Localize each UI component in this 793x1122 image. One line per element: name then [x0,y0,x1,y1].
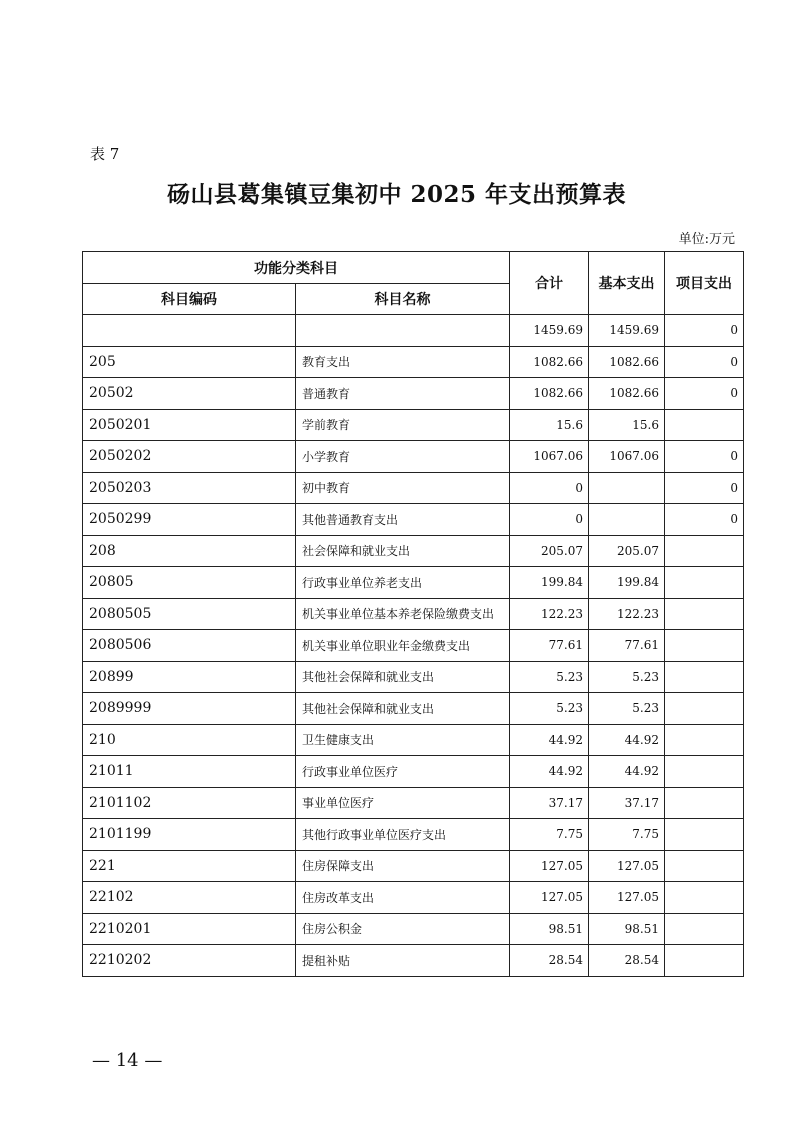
cell-project [665,787,744,819]
cell-code: 21011 [83,756,296,788]
table-row [83,787,744,819]
cell-project [665,819,744,851]
cell-code: 2089999 [83,693,296,725]
cell-project [665,630,744,662]
cell-project [665,661,744,693]
cell-name: 学前教育 [296,409,510,441]
cell-basic: 1067.06 [589,441,665,473]
cell-total: 1082.66 [510,378,589,410]
cell-project [665,850,744,882]
cell-code: 2050203 [83,472,296,504]
cell-basic [589,472,665,504]
cell-project [665,598,744,630]
table-row [83,850,744,882]
cell-project [665,882,744,914]
cell-name: 住房保障支出 [296,850,510,882]
cell-project: 0 [665,472,744,504]
cell-total: 0 [510,472,589,504]
cell-total: 5.23 [510,693,589,725]
cell-project: 0 [665,504,744,536]
cell-name: 教育支出 [296,346,510,378]
table-row [83,661,744,693]
cell-total: 28.54 [510,945,589,977]
cell-name: 提租补贴 [296,945,510,977]
cell-code: 208 [83,535,296,567]
cell-project: 0 [665,441,744,473]
cell-code: 2050299 [83,504,296,536]
cell-total: 1082.66 [510,346,589,378]
cell-project [665,535,744,567]
cell-basic: 5.23 [589,661,665,693]
header-function-category: 功能分类科目 [83,252,510,284]
cell-basic [589,504,665,536]
cell-project [665,913,744,945]
table-row [83,630,744,662]
cell-basic: 37.17 [589,787,665,819]
cell-name: 其他普通教育支出 [296,504,510,536]
table-row [83,913,744,945]
table-row [83,441,744,473]
cell-total: 5.23 [510,661,589,693]
table-row [83,472,744,504]
cell-basic: 28.54 [589,945,665,977]
cell-basic: 122.23 [589,598,665,630]
unit-label: 单位:万元 [678,232,735,247]
cell-code: 2101102 [83,787,296,819]
cell-total: 37.17 [510,787,589,819]
cell-basic: 77.61 [589,630,665,662]
table-row [83,567,744,599]
cell-project [665,567,744,599]
table-row [83,693,744,725]
cell-total: 77.61 [510,630,589,662]
cell-name: 行政事业单位养老支出 [296,567,510,599]
header-name: 科目名称 [296,284,510,315]
cell-name: 事业单位医疗 [296,787,510,819]
cell-total: 15.6 [510,409,589,441]
cell-basic: 1459.69 [589,315,665,347]
cell-basic: 127.05 [589,850,665,882]
cell-name: 小学教育 [296,441,510,473]
table-row [83,882,744,914]
cell-code: 221 [83,850,296,882]
table-body [83,315,744,977]
cell-code: 205 [83,346,296,378]
page-title: 砀山县葛集镇豆集初中 2025 年支出预算表 [166,181,627,208]
cell-name: 其他社会保障和就业支出 [296,661,510,693]
cell-project [665,693,744,725]
cell-basic: 44.92 [589,724,665,756]
table-row [83,756,744,788]
cell-code: 22102 [83,882,296,914]
table-row [83,535,744,567]
cell-name: 住房改革支出 [296,882,510,914]
cell-code: 20502 [83,378,296,410]
cell-name: 行政事业单位医疗 [296,756,510,788]
cell-name: 其他行政事业单位医疗支出 [296,819,510,851]
header-code: 科目编码 [83,284,296,315]
cell-basic: 1082.66 [589,346,665,378]
table-row [83,378,744,410]
table-row [83,346,744,378]
cell-total: 0 [510,504,589,536]
cell-name: 住房公积金 [296,913,510,945]
cell-code: 2050202 [83,441,296,473]
budget-table [82,251,744,977]
cell-code [83,315,296,347]
cell-name: 普通教育 [296,378,510,410]
cell-project: 0 [665,378,744,410]
cell-basic: 205.07 [589,535,665,567]
header-total: 合计 [510,252,589,315]
table-row [83,724,744,756]
cell-name [296,315,510,347]
page-number: — 14 — [92,1050,163,1071]
table-label: 表 7 [90,145,120,163]
cell-project [665,724,744,756]
cell-total: 44.92 [510,724,589,756]
table-row [83,945,744,977]
cell-code: 2080506 [83,630,296,662]
cell-basic: 15.6 [589,409,665,441]
cell-basic: 199.84 [589,567,665,599]
cell-code: 2210202 [83,945,296,977]
cell-project [665,945,744,977]
cell-name: 机关事业单位职业年金缴费支出 [296,630,510,662]
cell-project [665,756,744,788]
table-row [83,598,744,630]
cell-total: 1067.06 [510,441,589,473]
header-basic-expense: 基本支出 [589,252,665,315]
cell-total: 7.75 [510,819,589,851]
cell-total: 199.84 [510,567,589,599]
table-row [83,409,744,441]
cell-code: 210 [83,724,296,756]
cell-total: 1459.69 [510,315,589,347]
cell-code: 2210201 [83,913,296,945]
cell-total: 44.92 [510,756,589,788]
cell-code: 2080505 [83,598,296,630]
cell-total: 127.05 [510,882,589,914]
cell-name: 其他社会保障和就业支出 [296,693,510,725]
cell-code: 2101199 [83,819,296,851]
cell-basic: 7.75 [589,819,665,851]
cell-code: 20805 [83,567,296,599]
cell-project: 0 [665,315,744,347]
cell-code: 20899 [83,661,296,693]
cell-name: 社会保障和就业支出 [296,535,510,567]
cell-code: 2050201 [83,409,296,441]
cell-basic: 5.23 [589,693,665,725]
cell-name: 初中教育 [296,472,510,504]
table-row [83,504,744,536]
cell-name: 机关事业单位基本养老保险缴费支出 [296,598,510,630]
cell-basic: 98.51 [589,913,665,945]
table-row [83,819,744,851]
cell-total: 122.23 [510,598,589,630]
cell-basic: 127.05 [589,882,665,914]
cell-project: 0 [665,346,744,378]
header-project-expense: 项目支出 [665,252,744,315]
cell-basic: 1082.66 [589,378,665,410]
cell-name: 卫生健康支出 [296,724,510,756]
cell-total: 127.05 [510,850,589,882]
cell-total: 205.07 [510,535,589,567]
cell-project [665,409,744,441]
table-row [83,315,744,347]
cell-total: 98.51 [510,913,589,945]
cell-basic: 44.92 [589,756,665,788]
